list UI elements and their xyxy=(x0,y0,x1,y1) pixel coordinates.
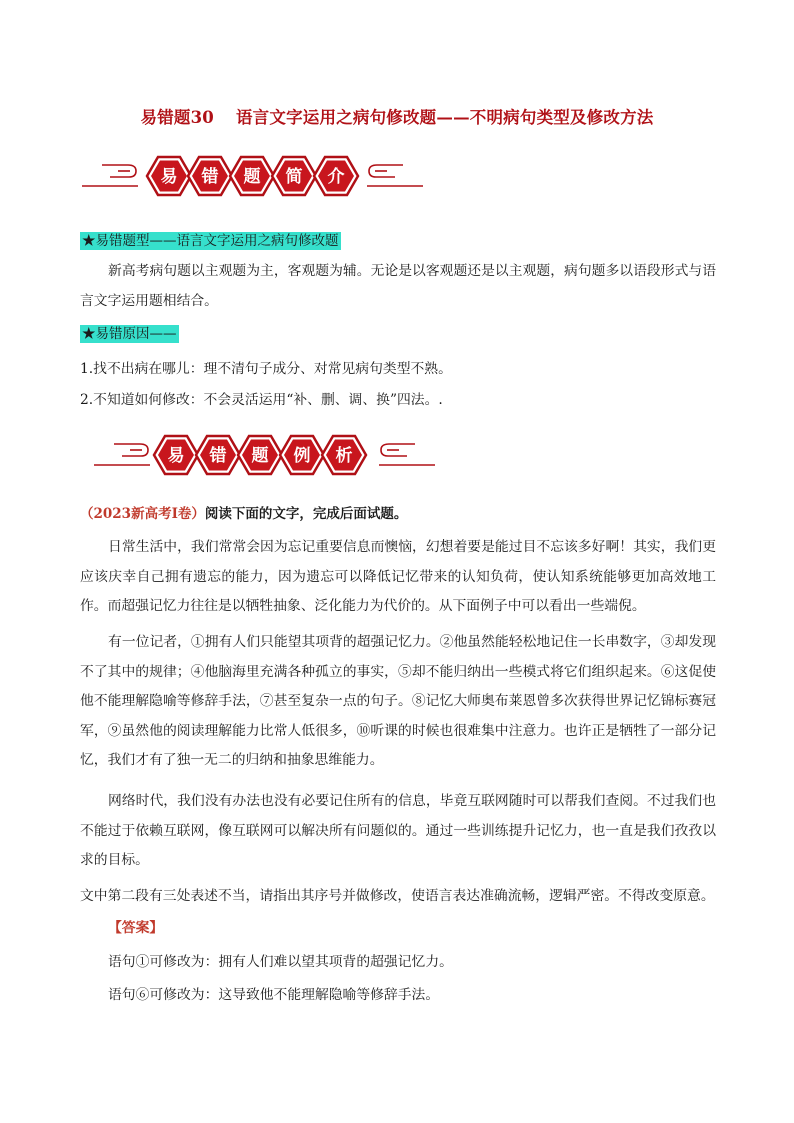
banner2-char-4: 例 xyxy=(293,446,311,466)
banner-ornament xyxy=(80,151,425,201)
intro-paragraph: 新高考病句题以主观题为主，客观题为辅。无论是以客观题还是以主观题，病句题多以语段形式与语言文字运用题相结合。 xyxy=(80,263,716,309)
left-cloud-ornament xyxy=(82,165,138,186)
banner1-char-2: 错 xyxy=(201,167,219,187)
answer-label: 【答案】 xyxy=(108,920,164,936)
banner2-char-5: 析 xyxy=(335,446,353,466)
page-title xyxy=(0,104,794,128)
passage-paragraph-3: 网络时代，我们没有办法也没有必要记住所有的信息，毕竟互联网随时可以帮我们查阅。不过我们也不能过于依赖互联网，像互联网可以解决所有问题似的。通过一些训练提升记忆力，也一直是我们孜孜以求的目标。 xyxy=(80,793,716,868)
answer-item-2: 语句⑥可修改为：这导致他不能理解隐喻等修辞手法。 xyxy=(108,987,440,1003)
title-topic: 语言文字运用之病句修改题——不明病句类型及修改方法 xyxy=(235,108,654,127)
banner2-ornament xyxy=(92,430,437,480)
error-type-label: ★易错题型——语言文字运用之病句修改题 xyxy=(82,233,339,249)
banner1-char-5: 介 xyxy=(327,167,345,187)
passage-paragraph-2: 有一位记者，①拥有人们只能望其项背的超强记忆力。②他虽然能轻松地记住一长串数字，③却发现不了其中的规律；④他脑海里充满各种孤立的事实，⑤却不能归纳出一些模式将它们组织起来。⑥这促使他不能理解隐喻等修辞手法，⑦甚至复杂一点的句子。⑧记忆大师奥布莱恩曾多次获得世界记忆锦标赛冠军，⑨虽然他的阅读理解能力比常人低很多，⑩听课的时候也很难集中注意力。也许正是牺牲了一部分记忆，我们才有了独一无二的归纳和抽象思维能力。 xyxy=(80,634,716,768)
example-source xyxy=(80,502,407,522)
banner-examples xyxy=(92,430,437,480)
answer-item-1: 语句①可修改为：拥有人们难以望其项背的超强记忆力。 xyxy=(108,954,453,970)
banner1-char-3: 题 xyxy=(243,167,261,187)
source-instruction: 阅读下面的文字，完成后面试题。 xyxy=(204,506,408,522)
reason-item-2: 2.不知道如何修改：不会灵活运用“补、删、调、换”四法。. xyxy=(80,392,443,408)
banner2-char-3: 题 xyxy=(251,446,269,466)
question-text: 文中第二段有三处表述不当，请指出其序号并做修改，使语言表达准确流畅，逻辑严密。不得改变原意。 xyxy=(80,888,715,904)
banner1-char-1: 易 xyxy=(160,167,178,187)
title-number: 易错题30 xyxy=(140,108,214,127)
banner1-char-4: 简 xyxy=(285,167,303,187)
source-tag: （2023新高考Ⅰ卷） xyxy=(80,506,205,522)
left-cloud-ornament-2 xyxy=(94,444,150,465)
banner2-char-2: 错 xyxy=(209,446,227,466)
banner-intro xyxy=(80,151,425,201)
passage-paragraph-1: 日常生活中，我们常常会因为忘记重要信息而懊恼，幻想着要是能过目不忘该多好啊！其实，我们更应该庆幸自己拥有遗忘的能力，因为遗忘可以降低记忆带来的认知负荷，使认知系统能够更加高效地工作。而超强记忆力往往是以牺牲抽象、泛化能力为代价的。从下面例子中可以看出一些端倪。 xyxy=(80,539,716,614)
right-cloud-ornament xyxy=(367,165,423,186)
error-reason-label: ★易错原因—— xyxy=(82,326,177,342)
reason-item-1: 1.找不出病在哪儿：理不清句子成分、对常见病句类型不熟。 xyxy=(80,361,452,377)
banner2-hexes xyxy=(154,436,366,474)
right-cloud-ornament-2 xyxy=(379,444,435,465)
banner2-char-1: 易 xyxy=(167,446,185,466)
banner1-hexes xyxy=(147,157,358,195)
